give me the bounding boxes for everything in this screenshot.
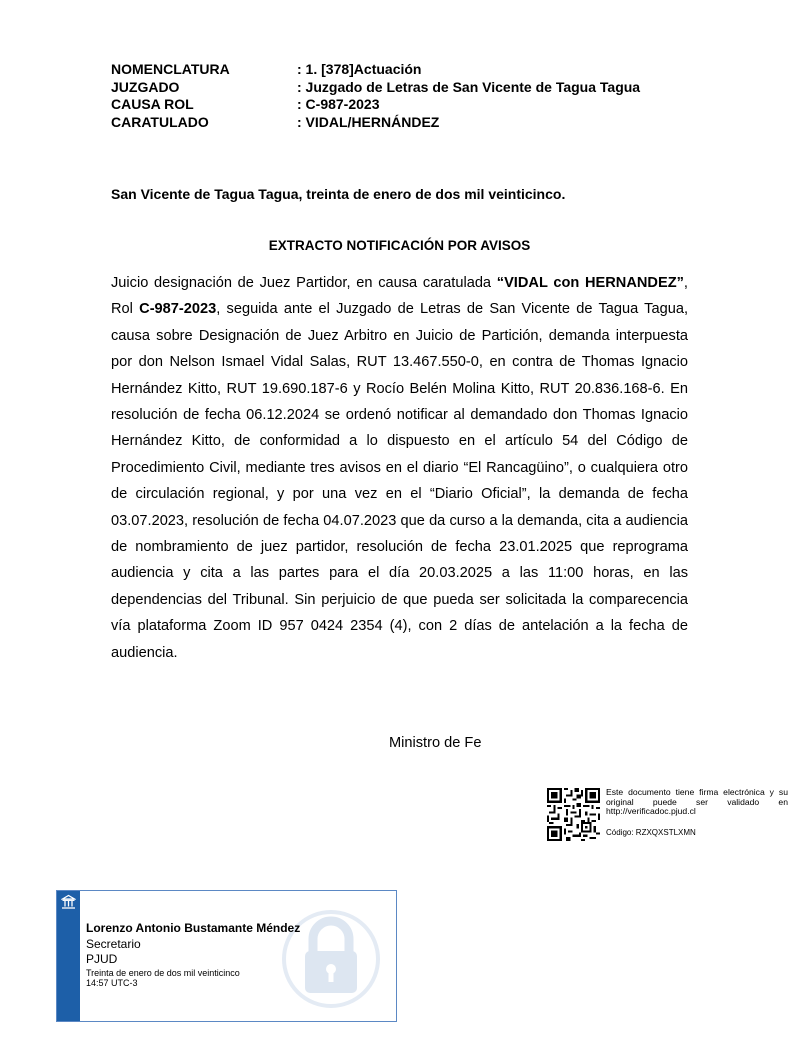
- signer-details: [86, 921, 300, 988]
- header-value: : Juzgado de Letras de San Vicente de Tagua Tagua: [297, 78, 641, 95]
- body-text: , Rol: [111, 275, 688, 318]
- header-label: CAUSA ROL: [111, 96, 194, 112]
- signer-org: PJUD: [86, 952, 118, 966]
- rol-text: C-987-2023: [139, 301, 217, 318]
- verification-code: Código: RZXQXSTLXMN: [606, 827, 696, 837]
- header-row-nomenclatura: [111, 61, 640, 79]
- header-row-causa-rol: [111, 96, 640, 114]
- signer-role: Secretario: [86, 936, 141, 951]
- caratula-text: “VIDAL con HERNANDEZ”: [496, 275, 684, 291]
- verification-text-block: [606, 788, 788, 841]
- header-value: : C-987-2023: [297, 96, 380, 112]
- card-side-bar: [57, 891, 80, 1021]
- qr-code-icon: [547, 788, 600, 841]
- signature-date: Treinta de enero de dos mil veinticinco: [86, 967, 240, 978]
- courthouse-icon: [61, 894, 76, 910]
- header-label: NOMENCLATURA: [111, 61, 230, 77]
- place-date: San Vicente de Tagua Tagua, treinta de enero de dos mil veinticinco.: [111, 186, 566, 202]
- header-value: : 1. [378]Actuación: [297, 61, 422, 77]
- signer-name: Lorenzo Antonio Bustamante Méndez: [86, 921, 301, 935]
- document-title: EXTRACTO NOTIFICACIÓN POR AVISOS: [268, 238, 531, 253]
- case-header: [111, 61, 640, 131]
- notice-body: [111, 270, 688, 666]
- header-row-caratulado: [111, 114, 640, 132]
- signature-time: 14:57 UTC-3: [86, 977, 138, 988]
- signature-line: Ministro de Fe: [389, 735, 482, 751]
- verification-text: Este documento tiene firma electrónica y su original puede ser validado en http://verificadoc.pjud.cl: [606, 787, 788, 817]
- verification-block: [547, 788, 788, 841]
- header-label: CARATULADO: [111, 113, 209, 130]
- header-row-juzgado: [111, 79, 640, 97]
- electronic-signature-card: [56, 890, 397, 1022]
- body-text: Juicio designación de Juez Partidor, en causa caratulada: [111, 275, 497, 291]
- body-text: , seguida ante el Juzgado de Letras de San Vicente de Tagua Tagua, causa sobre Designación de Juez Arbitro en Juicio de Partición, demanda interpuesta por don Nelson Ismael Vidal Salas, RUT 13.467.550-0, en contra de Thomas Ignacio Hernández Kitto, RUT 19.690.187-6 y Rocío Belén Molina Kitto, RUT 20.836.168-6. En resolución de fecha 06.12.2024 se ordenó notificar al demandado don Thomas Ignacio Hernández Kitto, de conformidad a lo dispuesto en el artículo 54 del Código de Procedimiento Civil, mediante tres avisos en el diario “El Rancagüino”, o cualquiera otro de circulación regional, y por una vez en el “Diario Oficial”, la demanda de fecha 03.07.2023, resolución de fecha 04.07.2023 que da curso a la demanda, cita a audiencia de nombramiento de juez partidor, resolución de fecha 23.01.2025 que reprograma audiencia y cita a las partes para el día 20.03.2025 a las 11:00 horas, en las dependencias del Tribunal. Sin perjuicio de que pueda ser solicitada la comparecencia vía plataforma Zoom ID 957 0424 2354 (4), con 2 días de antelación a la fecha de audiencia.: [111, 301, 688, 661]
- header-value: : VIDAL/HERNÁNDEZ: [297, 113, 440, 130]
- header-label: JUZGADO: [111, 78, 180, 95]
